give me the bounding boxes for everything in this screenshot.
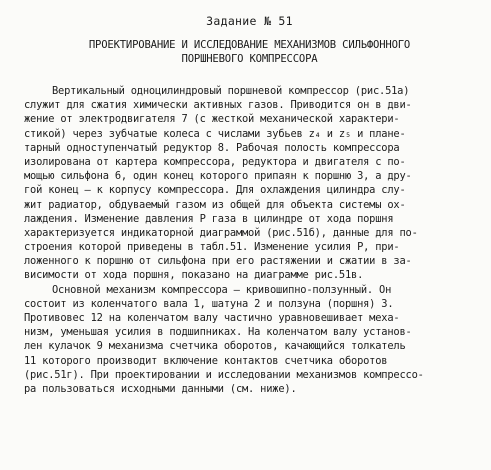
paragraph-1-line: Вертикальный одноцилиндровый поршневой компрессор (рис.51а): [52, 85, 410, 97]
task-title: Задание № 51: [206, 14, 293, 28]
paragraph-2-line: состоит из коленчатого вала 1, шатуна 2 и ползуна (поршня) 3.: [24, 297, 394, 310]
paragraph-2-line: 11 которого производит включение контактов счетчика оборотов: [24, 354, 388, 367]
paragraph-1-line: гой конец – к корпусу компрессора. Для охлаждения цилиндра слу-: [24, 184, 406, 197]
body-text: [24, 84, 475, 396]
paragraph-1-line: ложенного к поршню от сильфона при его растяжении и сжатии в за-: [24, 255, 412, 268]
paragraph-1-line: жит радиатор, обдуваемый газом из общей для объекта системы ох-: [24, 198, 406, 211]
paragraph-1-line: лаждения. Изменение давления P газа в цилиндре от хода поршня: [24, 212, 394, 225]
paragraph-1-line: тарный одноступенчатый редуктор 8. Рабочая полость компрессора: [24, 141, 400, 154]
paragraph-2-line: низм, уменьшая усилия в подшипниках. На коленчатом валу установ-: [24, 326, 412, 339]
paragraph-1-line: служит для сжатия химически активных газов. Приводится он в дви-: [24, 99, 412, 112]
paragraph-2-line: Основной механизм компрессора – кривошипно-ползунный. Он: [52, 283, 392, 296]
paragraph-1-line: стикой) через зубчатые колеса с числами зубьев z₄ и z₅ и плане-: [24, 127, 406, 140]
paragraph-2-line: лен кулачок 9 механизма счетчика оборотов, качающийся толкатель: [24, 340, 406, 353]
paragraph-1-line: изолирована от картера компрессора, редуктора и двигателя с по-: [24, 155, 406, 168]
section-heading-line-2: ПОРШНЕВОГО КОМПРЕССОРА: [181, 53, 318, 65]
paragraph-1-line: мощью сильфона 6, один конец которого припаян к поршню 3, а дру-: [24, 170, 412, 183]
paragraph-2-line: Противовес 12 на коленчатом валу частично уравновешивает меха-: [24, 312, 400, 324]
paragraph-2-line: (рис.51г). При проектировании и исследовании механизмов компрессо-: [24, 368, 424, 381]
paragraph-1-line: строения которой приведены в табл.51. Изменение усилия P, при-: [24, 241, 400, 254]
section-heading-line-1: ПРОЕКТИРОВАНИЕ И ИССЛЕДОВАНИЕ МЕХАНИЗМОВ СИЛЬФОННОГО: [88, 39, 411, 51]
paragraph-1-line: висимости от хода поршня, показано на диаграмме рис.51в.: [24, 269, 364, 282]
paragraph-1-line: жение от электродвигателя 7 (с жесткой механической характери-: [24, 113, 400, 126]
paragraph-1-line: характеризуется индикаторной диаграммой (рис.51б), данные для по-: [24, 226, 418, 239]
paragraph-2-line: ра пользоваться исходными данными (см. ниже).: [24, 382, 297, 395]
